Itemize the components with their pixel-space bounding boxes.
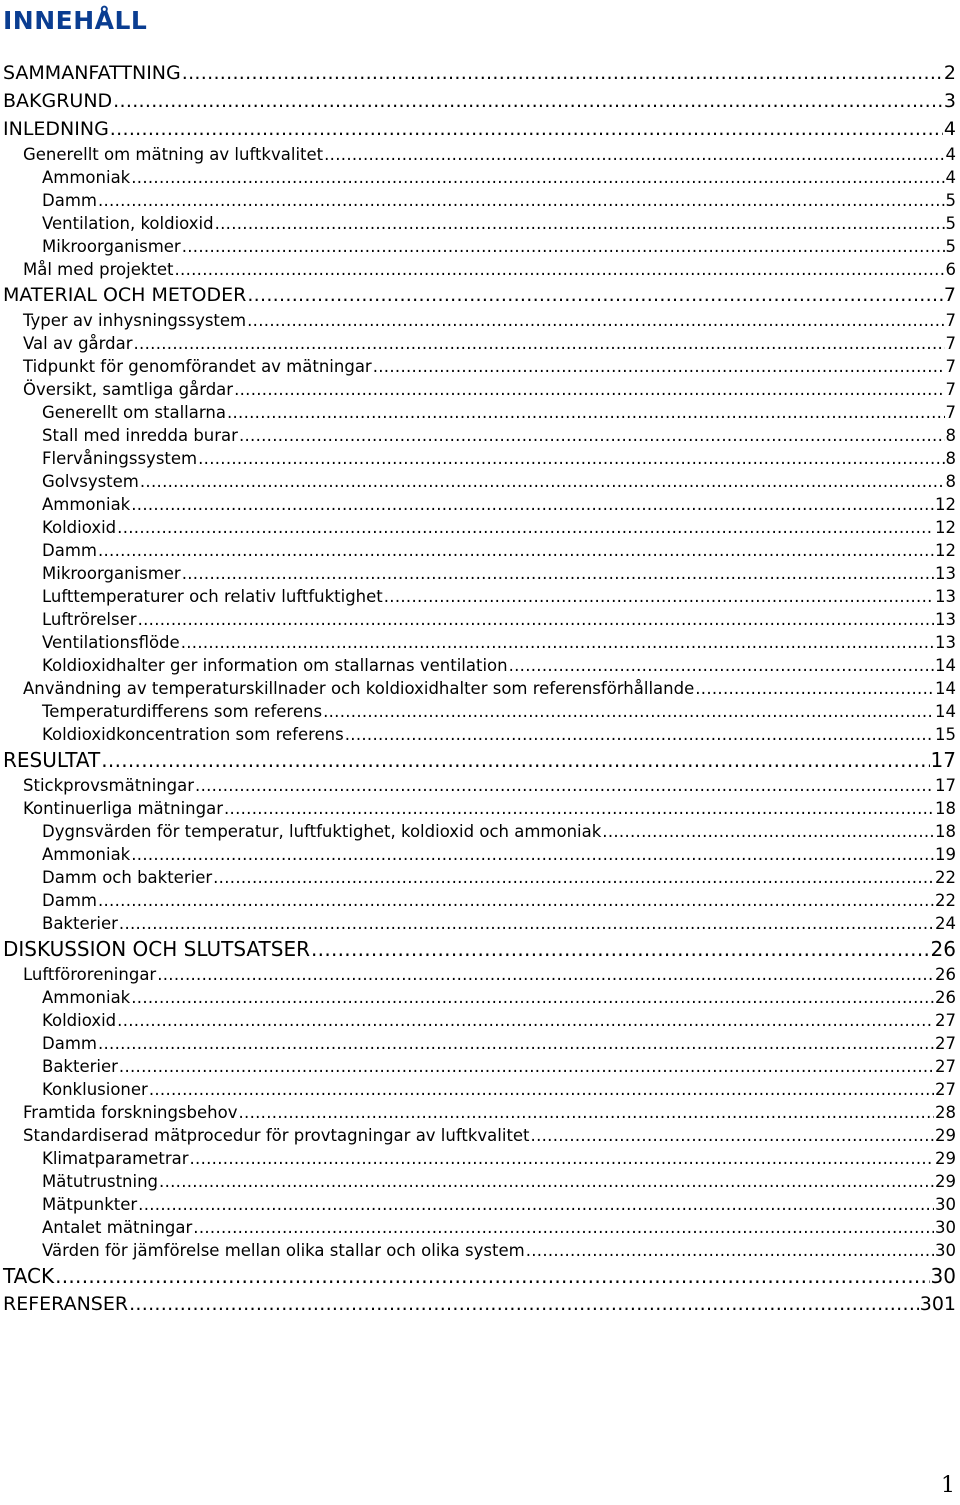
toc-entry-level-1[interactable] (0, 935, 960, 963)
dot-leader (149, 1078, 934, 1101)
page-title: INNEHÅLL (3, 6, 148, 35)
toc-entry-level-3[interactable] (0, 539, 960, 562)
dot-leader (526, 1239, 934, 1262)
toc-entry-level-3[interactable] (0, 212, 960, 235)
toc-entry-page-number: 13 (935, 564, 956, 583)
toc-entry-title: Bakterier (42, 914, 118, 933)
toc-entry-title: Koldioxidkoncentration som referens (42, 725, 344, 744)
toc-entry-level-3[interactable] (0, 608, 960, 631)
toc-entry-title: Koldioxid (42, 1011, 117, 1030)
toc-entry-title: Mätpunkter (42, 1195, 138, 1214)
toc-entry-level-3[interactable] (0, 585, 960, 608)
toc-entry-level-2[interactable] (0, 355, 960, 378)
toc-entry-title: Luftföroreningar (23, 965, 157, 984)
toc-entry-title: DISKUSSION OCH SLUTSATSER (3, 937, 311, 961)
toc-entry-page-number: 14 (935, 656, 956, 675)
toc-entry-level-2[interactable] (0, 309, 960, 332)
toc-entry-title: Damm (42, 891, 97, 910)
dot-leader (182, 562, 934, 585)
toc-entry-page-number: 17 (930, 748, 956, 772)
dot-leader (110, 115, 943, 143)
toc-entry-level-1[interactable] (0, 1290, 960, 1318)
dot-leader (531, 1124, 934, 1147)
table-of-contents (0, 59, 960, 1318)
toc-entry-level-3[interactable] (0, 889, 960, 912)
toc-entry-level-2[interactable] (0, 963, 960, 986)
toc-entry-page-number: 7 (943, 284, 956, 306)
toc-entry-level-3[interactable] (0, 470, 960, 493)
toc-entry-level-3[interactable] (0, 1078, 960, 1101)
toc-entry-title: Damm (42, 541, 97, 560)
dot-leader (247, 281, 943, 309)
toc-entry-page-number: 15 (935, 725, 956, 744)
toc-entry-level-3[interactable] (0, 1239, 960, 1262)
toc-entry-page-number: 29 (935, 1172, 956, 1191)
dot-leader (239, 1101, 935, 1124)
toc-entry-level-3[interactable] (0, 700, 960, 723)
dot-leader (247, 309, 944, 332)
dot-leader (195, 774, 934, 797)
toc-entry-page-number: 4 (945, 145, 956, 164)
toc-entry-title: Temperaturdifferens som referens (42, 702, 323, 721)
toc-entry-title: Konklusioner (42, 1080, 148, 1099)
dot-leader (131, 986, 934, 1009)
dot-leader (98, 889, 934, 912)
toc-entry-title: Bakterier (42, 1057, 118, 1076)
toc-entry-title: Ammoniak (42, 988, 131, 1007)
dot-leader (215, 212, 945, 235)
toc-entry-level-3[interactable] (0, 562, 960, 585)
toc-entry-title: Ventilationsflöde (42, 633, 180, 652)
toc-entry-title: Damm (42, 1034, 97, 1053)
toc-entry-title: SAMMANFATTNING (3, 62, 181, 84)
toc-entry-page-number: 28 (935, 1103, 956, 1122)
toc-entry-level-3[interactable] (0, 424, 960, 447)
toc-entry-level-3[interactable] (0, 235, 960, 258)
dot-leader (140, 470, 945, 493)
dot-leader (181, 631, 934, 654)
toc-entry-page-number: 29 (935, 1149, 956, 1168)
toc-entry-title: Ammoniak (42, 845, 131, 864)
toc-entry-level-3[interactable] (0, 843, 960, 866)
toc-entry-level-3[interactable] (0, 1009, 960, 1032)
toc-entry-title: Luftrörelser (42, 610, 137, 629)
toc-entry-title: Koldioxid (42, 518, 117, 537)
toc-entry-page-number: 8 (945, 426, 956, 445)
toc-entry-level-3[interactable] (0, 866, 960, 889)
dot-leader (198, 447, 944, 470)
toc-entry-title: Generellt om stallarna (42, 403, 226, 422)
toc-entry-level-2[interactable] (0, 332, 960, 355)
toc-entry-page-number: 8 (945, 472, 956, 491)
dot-leader (134, 332, 945, 355)
toc-entry-title: Mätutrustning (42, 1172, 159, 1191)
toc-entry-page-number: 8 (945, 449, 956, 468)
toc-entry-title: Golvsystem (42, 472, 139, 491)
dot-leader (190, 1147, 935, 1170)
toc-entry-level-1[interactable] (0, 115, 960, 143)
toc-entry-title: Koldioxidhalter ger information om stallarnas ventilation (42, 656, 508, 675)
toc-entry-title: INLEDNING (3, 118, 109, 140)
dot-leader (695, 677, 934, 700)
toc-entry-title: Dygnsvärden för temperatur, luftfuktighet, koldioxid och ammoniak (42, 822, 602, 841)
toc-entry-level-2[interactable] (0, 258, 960, 281)
toc-entry-level-1[interactable] (0, 281, 960, 309)
toc-entry-level-2[interactable] (0, 797, 960, 820)
toc-entry-level-3[interactable] (0, 631, 960, 654)
dot-leader (55, 1262, 929, 1290)
toc-entry-title: Typer av inhysningssystem (23, 311, 247, 330)
toc-entry-level-3[interactable] (0, 1147, 960, 1170)
toc-entry-level-3[interactable] (0, 447, 960, 470)
toc-entry-page-number: 7 (945, 403, 956, 422)
dot-leader (239, 424, 945, 447)
toc-entry-title: Standardiserad mätprocedur för provtagningar av luftkvalitet (23, 1126, 530, 1145)
toc-entry-page-number: 4 (943, 118, 956, 140)
toc-entry-page-number: 7 (945, 380, 956, 399)
dot-leader (98, 1032, 934, 1055)
toc-entry-level-2[interactable] (0, 774, 960, 797)
toc-entry-level-3[interactable] (0, 654, 960, 677)
toc-entry-level-3[interactable] (0, 1193, 960, 1216)
dot-leader (131, 166, 944, 189)
toc-entry-title: Värden för jämförelse mellan olika stallar och olika system (42, 1241, 525, 1260)
toc-entry-page-number: 26 (935, 988, 956, 1007)
toc-entry-level-1[interactable] (0, 59, 960, 87)
dot-leader (117, 516, 934, 539)
dot-leader (175, 258, 945, 281)
toc-entry-page-number: 2 (943, 62, 956, 84)
toc-entry-title: Mål med projektet (23, 260, 174, 279)
toc-entry-page-number: 30 (935, 1241, 956, 1260)
toc-entry-page-number: 26 (935, 965, 956, 984)
toc-entry-level-1[interactable] (0, 87, 960, 115)
toc-entry-level-3[interactable] (0, 1216, 960, 1239)
toc-entry-title: MATERIAL OCH METODER (3, 284, 247, 306)
dot-leader (138, 608, 934, 631)
toc-entry-title: Val av gårdar (23, 334, 133, 353)
dot-leader (193, 1216, 934, 1239)
toc-entry-page-number: 5 (945, 191, 956, 210)
toc-entry-page-number: 6 (945, 260, 956, 279)
toc-entry-page-number: 17 (935, 776, 956, 795)
toc-entry-level-3[interactable] (0, 189, 960, 212)
dot-leader (119, 1055, 934, 1078)
toc-entry-level-2[interactable] (0, 1101, 960, 1124)
dot-leader (227, 401, 945, 424)
toc-entry-title: Stickprovsmätningar (23, 776, 195, 795)
dot-leader (117, 1009, 934, 1032)
toc-entry-page-number: 7 (945, 311, 956, 330)
toc-entry-title: REFERANSER (3, 1293, 129, 1315)
toc-entry-page-number: 14 (935, 679, 956, 698)
toc-entry-page-number: 22 (935, 891, 956, 910)
toc-entry-page-number: 12 (935, 495, 956, 514)
toc-entry-level-3[interactable] (0, 1032, 960, 1055)
toc-entry-title: Ammoniak (42, 168, 131, 187)
toc-entry-page-number: 22 (935, 868, 956, 887)
dot-leader (384, 585, 934, 608)
toc-entry-level-3[interactable] (0, 493, 960, 516)
toc-entry-title: Tidpunkt för genomförandet av mätningar (23, 357, 372, 376)
toc-entry-page-number: 18 (935, 799, 956, 818)
dot-leader (131, 493, 934, 516)
toc-entry-title: Användning av temperaturskillnader och koldioxidhalter som referensförhållande (23, 679, 695, 698)
toc-entry-title: BAKGRUND (3, 90, 113, 112)
toc-entry-page-number: 301 (919, 1293, 956, 1315)
toc-entry-page-number: 27 (935, 1057, 956, 1076)
dot-leader (323, 700, 934, 723)
toc-entry-page-number: 27 (935, 1011, 956, 1030)
dot-leader (157, 963, 934, 986)
toc-entry-page-number: 27 (935, 1080, 956, 1099)
dot-leader (345, 723, 934, 746)
toc-entry-page-number: 18 (935, 822, 956, 841)
toc-entry-level-3[interactable] (0, 1170, 960, 1193)
dot-leader (131, 843, 934, 866)
toc-entry-page-number: 30 (935, 1195, 956, 1214)
toc-entry-title: Mikroorganismer (42, 237, 181, 256)
toc-entry-page-number: 13 (935, 587, 956, 606)
dot-leader (98, 189, 945, 212)
toc-entry-page-number: 29 (935, 1126, 956, 1145)
toc-entry-page-number: 24 (935, 914, 956, 933)
dot-leader (182, 235, 945, 258)
toc-entry-level-3[interactable] (0, 401, 960, 424)
toc-entry-title: Kontinuerliga mätningar (23, 799, 223, 818)
toc-entry-title: TACK (3, 1264, 55, 1288)
toc-entry-level-1[interactable] (0, 746, 960, 774)
toc-entry-page-number: 14 (935, 702, 956, 721)
toc-entry-title: Lufttemperaturer och relativ luftfuktighet (42, 587, 383, 606)
dot-leader (602, 820, 934, 843)
toc-entry-page-number: 12 (935, 518, 956, 537)
toc-entry-title: Mikroorganismer (42, 564, 181, 583)
toc-entry-page-number: 13 (935, 633, 956, 652)
dot-leader (159, 1170, 934, 1193)
toc-entry-page-number: 30 (930, 1264, 956, 1288)
toc-entry-page-number: 30 (935, 1218, 956, 1237)
toc-entry-page-number: 4 (945, 168, 956, 187)
toc-entry-page-number: 3 (943, 90, 956, 112)
dot-leader (182, 59, 943, 87)
dot-leader (509, 654, 934, 677)
toc-entry-title: RESULTAT (3, 748, 101, 772)
toc-entry-level-3[interactable] (0, 820, 960, 843)
toc-entry-page-number: 7 (945, 357, 956, 376)
toc-entry-title: Generellt om mätning av luftkvalitet (23, 145, 324, 164)
toc-entry-title: Ammoniak (42, 495, 131, 514)
toc-entry-level-2[interactable] (0, 143, 960, 166)
dot-leader (213, 866, 934, 889)
toc-entry-page-number: 7 (945, 334, 956, 353)
dot-leader (324, 143, 944, 166)
toc-entry-page-number: 12 (935, 541, 956, 560)
toc-entry-level-2[interactable] (0, 677, 960, 700)
toc-entry-title: Damm och bakterier (42, 868, 213, 887)
dot-leader (119, 912, 934, 935)
toc-entry-level-3[interactable] (0, 166, 960, 189)
toc-entry-page-number: 26 (930, 937, 956, 961)
toc-entry-level-1[interactable] (0, 1262, 960, 1290)
toc-entry-level-3[interactable] (0, 516, 960, 539)
toc-entry-level-3[interactable] (0, 912, 960, 935)
toc-entry-page-number: 5 (945, 237, 956, 256)
dot-leader (101, 746, 929, 774)
toc-entry-title: Framtida forskningsbehov (23, 1103, 238, 1122)
toc-entry-title: Flervåningssystem (42, 449, 198, 468)
toc-entry-page-number: 27 (935, 1034, 956, 1053)
dot-leader (373, 355, 945, 378)
page-number: 1 (941, 1473, 955, 1498)
toc-entry-title: Översikt, samtliga gårdar (23, 380, 234, 399)
toc-entry-level-2[interactable] (0, 1124, 960, 1147)
toc-entry-page-number: 13 (935, 610, 956, 629)
dot-leader (113, 87, 943, 115)
toc-entry-title: Damm (42, 191, 97, 210)
toc-entry-level-3[interactable] (0, 1055, 960, 1078)
dot-leader (311, 935, 930, 963)
toc-entry-level-2[interactable] (0, 378, 960, 401)
toc-entry-title: Ventilation, koldioxid (42, 214, 214, 233)
toc-entry-page-number: 19 (935, 845, 956, 864)
dot-leader (234, 378, 944, 401)
dot-leader (138, 1193, 934, 1216)
toc-entry-level-3[interactable] (0, 986, 960, 1009)
toc-entry-title: Klimatparametrar (42, 1149, 189, 1168)
dot-leader (98, 539, 934, 562)
toc-entry-title: Antalet mätningar (42, 1218, 193, 1237)
toc-entry-title: Stall med inredda burar (42, 426, 238, 445)
toc-entry-level-3[interactable] (0, 723, 960, 746)
dot-leader (224, 797, 934, 820)
toc-entry-page-number: 5 (945, 214, 956, 233)
dot-leader (129, 1290, 919, 1318)
